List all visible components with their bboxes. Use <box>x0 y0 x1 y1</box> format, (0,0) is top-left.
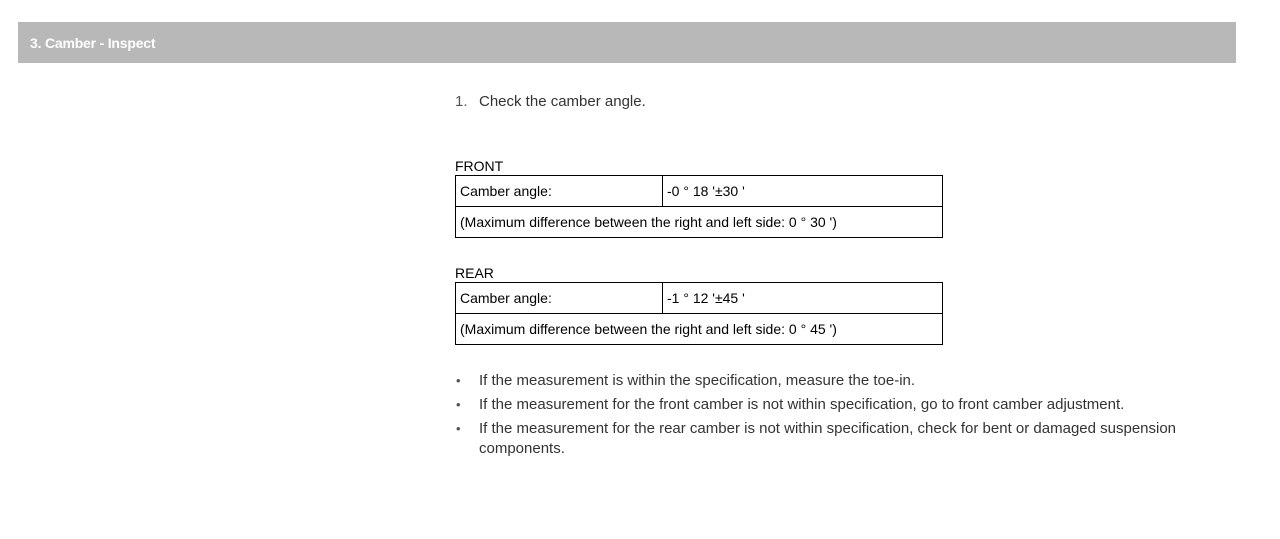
section-title: 3. Camber - Inspect <box>30 34 156 51</box>
table-row <box>456 314 943 345</box>
procedure-content <box>455 90 1235 463</box>
result-bullet-list <box>455 371 1235 459</box>
list-item <box>455 371 1235 391</box>
bullet-text: If the measurement for the rear camber is not within specification, check for bent or damaged suspension components. <box>479 420 1177 457</box>
list-item <box>455 419 1235 459</box>
step-text: Check the camber angle. <box>479 93 646 110</box>
bullet-icon: • <box>456 373 461 388</box>
rear-max-difference-note: (Maximum difference between the right and left side: 0 ° 45 ') <box>456 314 943 345</box>
rear-camber-label: Camber angle: <box>456 283 663 314</box>
front-camber-label: Camber angle: <box>456 176 663 207</box>
rear-label: REAR <box>455 265 494 281</box>
table-row <box>456 176 943 207</box>
bullet-icon: • <box>456 397 461 412</box>
rear-camber-value: -1 ° 12 '±45 ' <box>663 283 943 314</box>
step-number: 1. <box>455 93 468 110</box>
front-label: FRONT <box>455 158 504 174</box>
bullet-text: If the measurement is within the specification, measure the toe-in. <box>479 372 916 389</box>
front-camber-value: -0 ° 18 '±30 ' <box>663 176 943 207</box>
front-spec-table <box>455 175 943 238</box>
list-item <box>455 395 1235 415</box>
table-row <box>456 283 943 314</box>
bullet-icon: • <box>456 421 461 436</box>
table-row <box>456 207 943 238</box>
bullet-text: If the measurement for the front camber is not within specification, go to front camber adjustment. <box>479 396 1125 413</box>
front-max-difference-note: (Maximum difference between the right and left side: 0 ° 30 ') <box>456 207 943 238</box>
rear-spec-table <box>455 282 943 345</box>
step-item <box>455 90 1235 114</box>
section-header <box>18 22 1236 63</box>
